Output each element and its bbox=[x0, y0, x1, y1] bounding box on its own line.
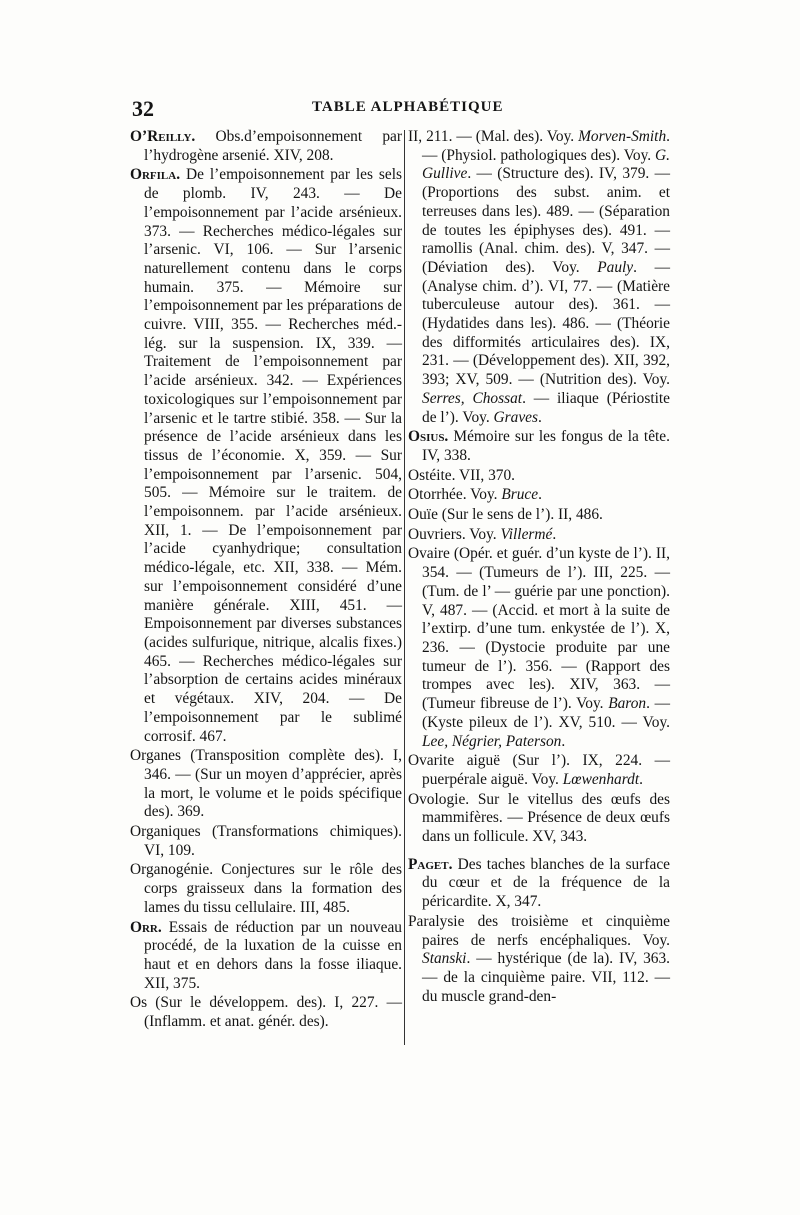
index-column-right bbox=[408, 128, 670, 1007]
entry-text: Des taches blanches de la surface du cœur et de la fréquence de la péricardite. X, 347. bbox=[422, 855, 670, 911]
entry-text: Essais de réduction par un nouveau procédé, de la luxation de la cuisse en haut et en dehors dans la fosse iliaque. XII, 375. bbox=[144, 918, 402, 992]
entry-reference-name: Lœwenhardt bbox=[562, 770, 640, 788]
index-entry bbox=[408, 428, 670, 465]
entry-text: Sur le vitellus des œufs des mammifères. — Présence de deux œufs dans un follicule. XV, 343. bbox=[422, 790, 670, 846]
index-column-left bbox=[130, 128, 402, 1033]
entry-headword: Osius. bbox=[408, 428, 449, 446]
index-entry bbox=[130, 747, 402, 822]
entry-text: (Sur le sens de l’). II, 486. bbox=[437, 506, 603, 524]
index-entry bbox=[408, 752, 670, 789]
entry-text: De l’empoisonnement par les sels de plomb. IV, 243. — De l’empoisonnement par l’acide arsénieux. 373. — Recherches médico-légales sur l’arsenic. VI, 106. — Sur l’arsenic naturellement contenu dans le corps humain. 375. — Mémoire sur l’empoisonnement par les préparations de cuivre. VIII, 355. — Recherches méd.-lég. sur la suspension. IX, 339. — Traitement de l’empoisonnement par l’acide arsénieux. 342. — Expériences toxicologiques sur l’empoisonnement par l’arsenic et le tartre stibié. 358. — Sur la présence de l’acide arsénieux dans les tissus de l’économie. X, 359. — Sur l’empoisonnement par l’arsenic. 504, 505. — Mémoire sur le traitem. de l’empoisonnem. par l’acide arsénieux. XII, 1. — De l’empoisonnement par l’acide cyanhydrique; consultation médico-légale, etc. XII, 338. — Mém. sur l’empoisonnement considéré d’une manière générale. XIII, 451. — Empoisonnement par diverses substances (acides sulfurique, nitrique, alcalis fixes.) 465. — Recherches médico-légales sur l’absorption de certains acides minéraux et végétaux. XIV, 204. — De l’empoisonnement par le sublimé corrosif. 467. bbox=[144, 166, 402, 745]
entry-headword: Orfila. bbox=[130, 166, 181, 184]
entry-text: (Transposition complète des). I, 346. — (Sur un moyen d’apprécier, après la mort, le volume et le poids spécifique des). 369. bbox=[144, 747, 402, 821]
index-entry bbox=[408, 128, 670, 427]
entry-reference-name: Bruce bbox=[501, 486, 539, 504]
index-entry bbox=[408, 791, 670, 847]
page-number: 32 bbox=[132, 96, 154, 121]
running-title: TABLE ALPHABÉTIQUE bbox=[312, 99, 504, 115]
index-entry bbox=[408, 856, 670, 912]
entry-text: Obs.d’empoisonnement par l’hydrogène arsenié. XIV, 208. bbox=[144, 128, 402, 164]
entry-text: (Transformations chimiques). VI, 109. bbox=[144, 823, 402, 859]
index-entry bbox=[408, 913, 670, 1007]
entry-headword: Organiques bbox=[130, 823, 201, 841]
entry-headword: Organes bbox=[130, 747, 182, 765]
index-entry bbox=[130, 861, 402, 917]
entry-headword: O’Reilly. bbox=[130, 128, 196, 145]
entry-reference-name: Baron bbox=[608, 695, 647, 713]
entry-reference-name: Lee, Négrier, Paterson bbox=[422, 732, 562, 750]
entry-headword: Otorrhée. bbox=[408, 486, 467, 504]
entry-headword: Ouvriers. bbox=[408, 525, 466, 543]
entry-text: . bbox=[538, 486, 542, 504]
entry-text: (Sur le développem. des). I, 227. — (Inflamm. et anat. génér. des). bbox=[144, 994, 402, 1031]
entry-text: . — (Analyse chim. d’). VI, 77. — (Matière tuberculeuse autour des). 361. — (Hydatides dans les). 486. — (Théorie des difformités articulaires des). IX, 231. — (Développement des). XII, 392, 393; XV, 509. — (Nutrition des). Voy. bbox=[422, 258, 670, 389]
index-entry bbox=[130, 919, 402, 994]
entry-text: . bbox=[552, 525, 557, 543]
entry-reference-name: Graves bbox=[493, 408, 538, 426]
entry-text: VII, 370. bbox=[455, 466, 516, 484]
entry-text: . — (Structure des). IV, 379. — (Proportions des subst. anim. et terreuses dans les). 489. — (Séparation de toutes les épiphyses des). 491. — ramollis (Anal. chim. des). V, 347. — (Déviation des). Voy. bbox=[422, 165, 670, 276]
entry-text: Voy. bbox=[466, 486, 502, 504]
entry-headword: Organogénie. bbox=[130, 861, 214, 879]
index-entry bbox=[408, 545, 670, 751]
entry-text: Voy. bbox=[465, 525, 501, 543]
entry-text: . bbox=[639, 770, 644, 788]
entry-reference-name: Serres, Chossat bbox=[422, 389, 523, 407]
entry-text: . — (Physiol. pathologiques des). Voy. bbox=[422, 128, 670, 164]
index-entry bbox=[130, 994, 402, 1031]
entry-headword: Ovarite bbox=[408, 752, 455, 770]
index-entry bbox=[408, 526, 670, 545]
entry-reference-name: Stanski bbox=[422, 950, 467, 968]
entry-headword: Ovologie. bbox=[408, 790, 470, 808]
entry-text: . — (Kyste pileux de l’). XV, 510. — Voy. bbox=[422, 695, 670, 731]
entry-text: II, 211. — (Mal. des). Voy. bbox=[408, 128, 579, 145]
entry-text: aiguë (Sur l’). IX, 224. — puerpérale aiguë. Voy. bbox=[422, 752, 670, 788]
index-entry bbox=[130, 823, 402, 860]
entry-headword: Os bbox=[130, 994, 148, 1012]
entry-headword: Ouïe bbox=[408, 506, 438, 524]
index-entry bbox=[408, 486, 670, 505]
entry-headword: Ovaire bbox=[408, 545, 450, 563]
entry-text: . — iliaque (Périostite de l’). Voy. bbox=[422, 389, 670, 426]
entry-headword: Orr. bbox=[130, 918, 162, 936]
entry-headword: Paralysie bbox=[408, 912, 465, 930]
entry-reference-name: Villermé bbox=[500, 525, 553, 543]
column-divider bbox=[404, 130, 405, 1045]
entry-reference-name: Pauly bbox=[597, 258, 634, 276]
index-entry bbox=[130, 166, 402, 746]
index-entry bbox=[408, 467, 670, 486]
entry-text: (Opér. et guér. d’un kyste de l’). II, 354. — (Tumeurs de l’). III, 225. — (Tum. de l’ — guérie par une ponction). V, 487. — (Accid. et mort à la suite de l’extirp. d’une tum. enkystée de l’). X, 236. — (Dystocie produite par une tumeur de l’). 356. — (Rapport des trompes avec les). XIV, 363. — (Tumeur fibreuse de l’). Voy. bbox=[422, 545, 670, 713]
entry-text: . bbox=[538, 408, 542, 426]
entry-text: . — hystérique (de la). IV, 363. — de la cinquième paire. VII, 112. — du muscle grand-den- bbox=[422, 950, 670, 1005]
index-entry bbox=[408, 506, 670, 525]
entry-text: Conjectures sur le rôle des corps graisseux dans la formation des lames du tissu cellulaire. III, 485. bbox=[144, 861, 402, 916]
entry-text: . bbox=[561, 732, 566, 750]
entry-headword: Paget. bbox=[408, 855, 453, 873]
entry-headword: Ostéite. bbox=[408, 466, 456, 484]
page-header bbox=[132, 96, 668, 122]
index-entry bbox=[130, 128, 402, 165]
entry-reference-name: G. Gullive bbox=[422, 146, 670, 183]
entry-reference-name: Morven-Smith bbox=[578, 128, 667, 145]
entry-text: Mémoire sur les fongus de la tête. IV, 338. bbox=[422, 428, 670, 464]
entry-text: des troisième et cinquième paires de nerfs encéphaliques. Voy. bbox=[422, 912, 670, 949]
